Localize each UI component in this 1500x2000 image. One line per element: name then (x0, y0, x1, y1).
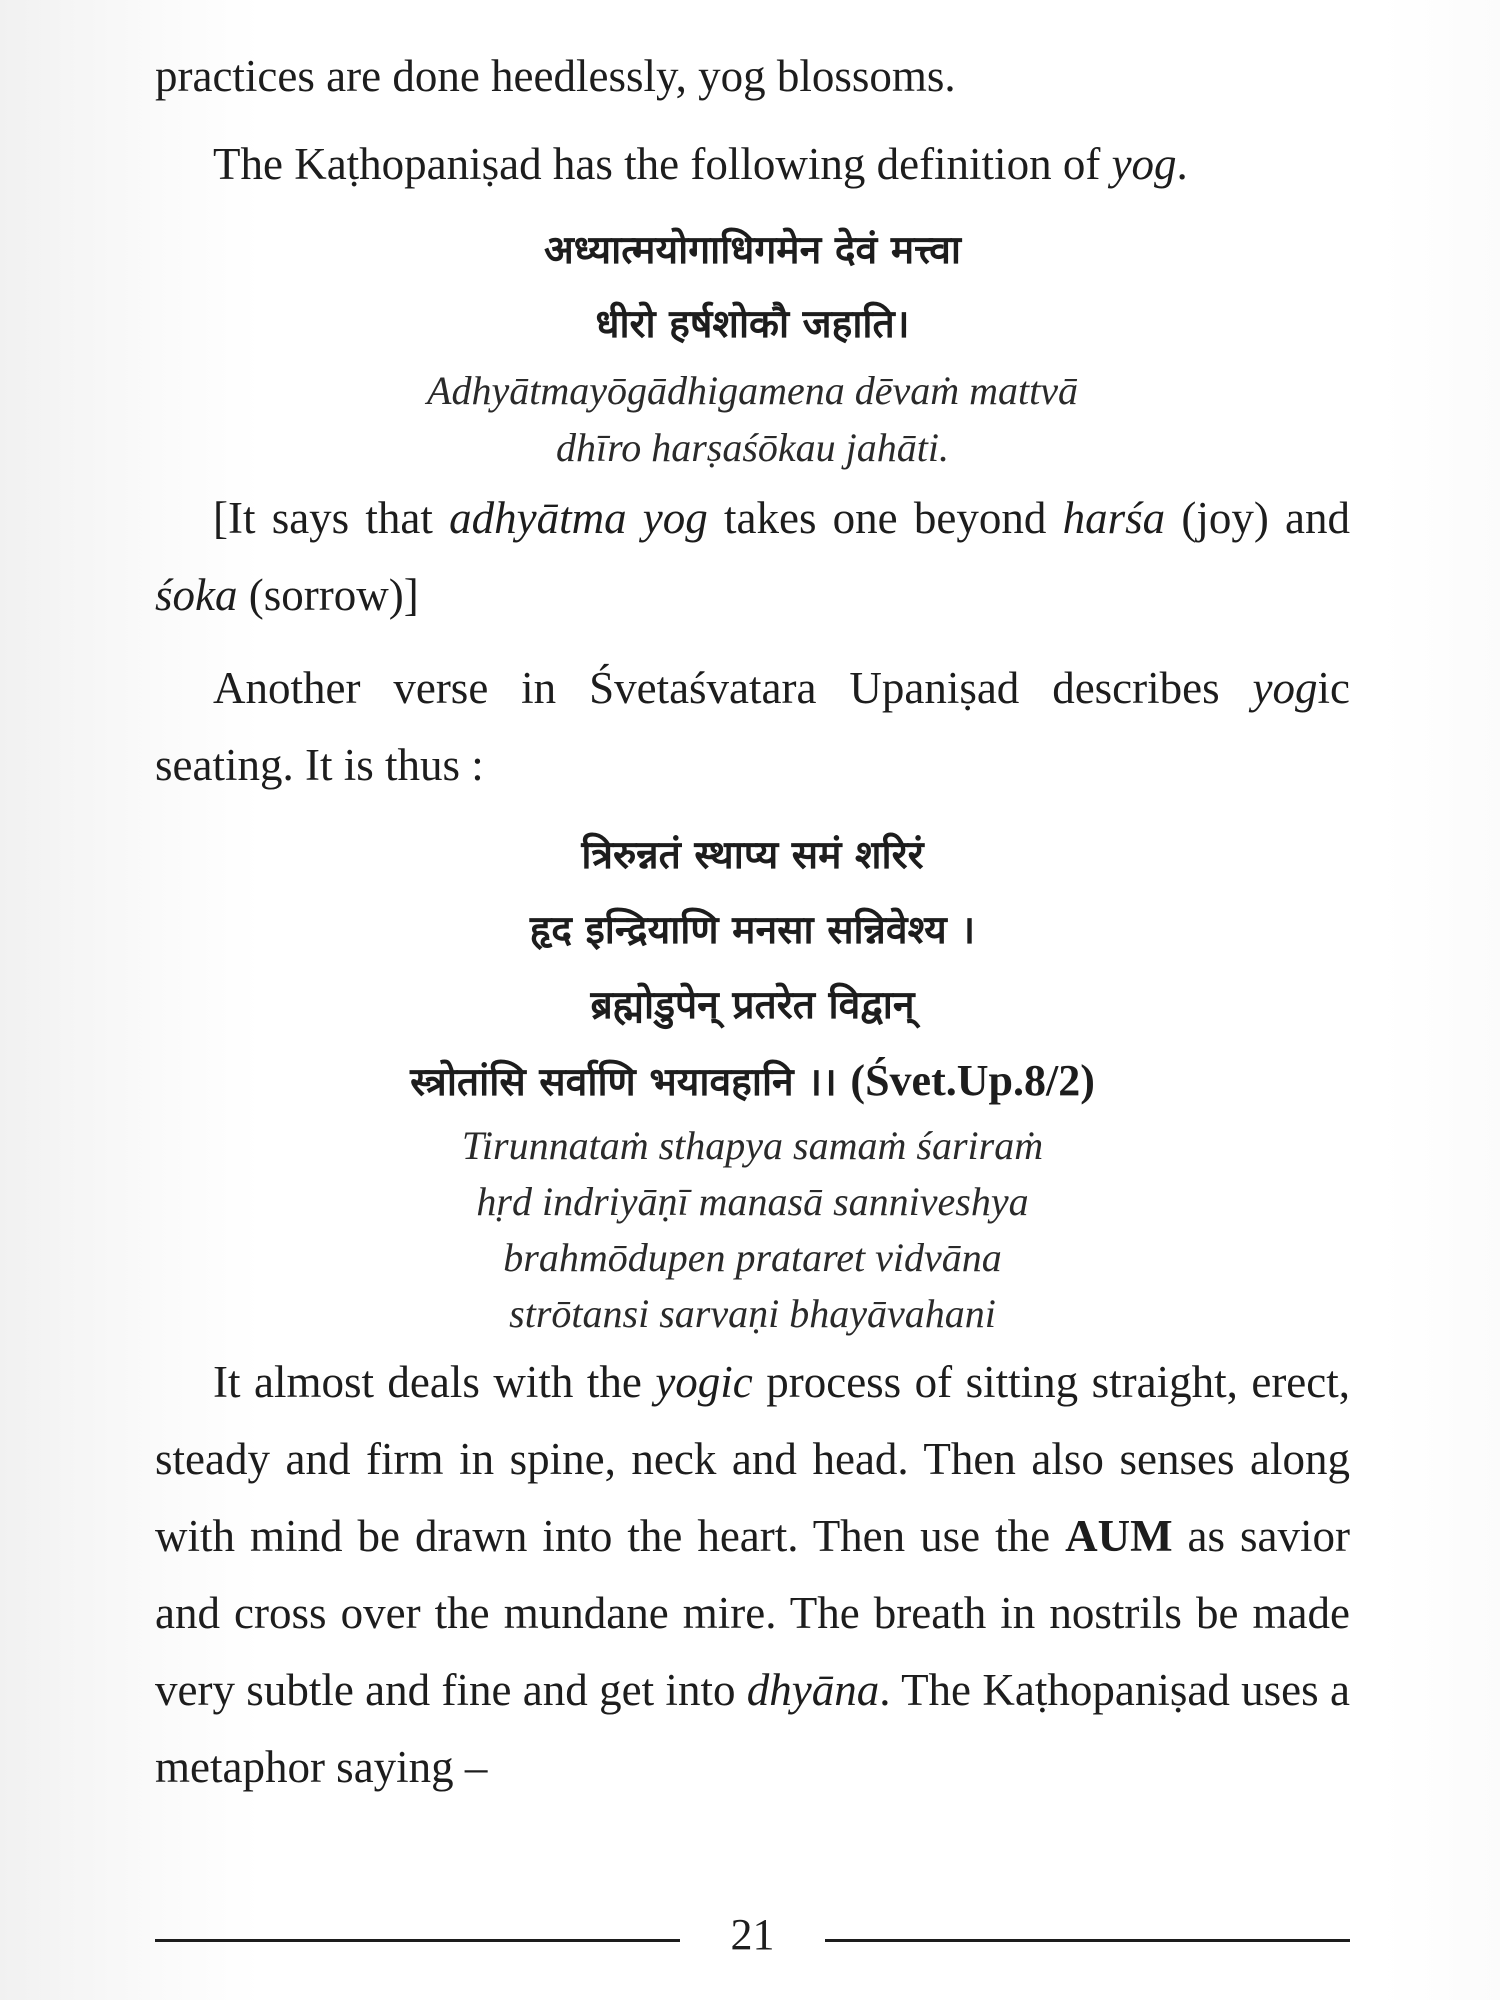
text-run: process of sitting straight, erect, steady and firm in spine, neck and head. Then also senses along with mind be drawn into the heart. Then use the (155, 1357, 1350, 1561)
transliteration-verse-2-line-4: strōtansi sarvaṇi bhayāvahani (509, 1291, 996, 1336)
paragraph-1-text: practices are done heedlessly, yog blossoms. (155, 51, 956, 101)
text-run: [It says that (213, 493, 450, 543)
sanskrit-verse-2-line-4-text: स्त्रोतांसि सर्वाणि भयावहानि ।। (410, 1060, 837, 1105)
sanskrit-verse-1-line-1: अध्यात्मयोगाधिगमेन देवं मत्त्वा (544, 228, 961, 273)
footer-rule-right (825, 1939, 1350, 1942)
text-run: Another verse in Śvetaśvatara Upaniṣad describes (213, 663, 1253, 713)
text-run: (sorrow)] (237, 570, 419, 620)
text-run: . The Kaṭhopaniṣad uses a metaphor saying – (155, 1665, 1350, 1792)
text-run: . (1176, 139, 1188, 189)
text-run: ic seating. It is thus : (155, 663, 1350, 790)
footer-rule-left (155, 1939, 680, 1942)
sanskrit-verse-2-line-1: त्रिरुन्नतं स्थाप्य समं शरिरं (581, 833, 924, 878)
paragraph-kathopanisad-definition (155, 126, 1350, 203)
italic-term: yog (1252, 663, 1318, 713)
italic-term: dhyāna (746, 1665, 880, 1715)
sanskrit-verse-2-line-3: ब्रह्मोडुपेन् प्रतरेत विद्वान् (590, 983, 915, 1028)
text-run: The Kaṭhopaniṣad has the following definition of (213, 139, 1112, 189)
transliteration-verse-2-line-3: brahmōdupen prataret vidvāna (503, 1235, 1002, 1280)
italic-term: yogic (655, 1357, 753, 1407)
paragraph-adhyatma-yog (155, 480, 1350, 634)
text-run: It almost deals with the (213, 1357, 656, 1407)
verse-reference: (Śvet.Up.8/2) (850, 1056, 1095, 1105)
italic-term: śoka (155, 570, 238, 620)
paragraph-continuation (155, 38, 1350, 115)
page-footer (155, 1905, 1350, 1965)
transliteration-verse-2-line-1: Tirunnataṁ sthapya samaṁ śariraṁ (461, 1123, 1044, 1168)
italic-term: adhyātma yog (449, 493, 708, 543)
sanskrit-verse-2-line-2: हृद इन्द्रियाणि मनसा सन्निवेश्य । (529, 908, 976, 953)
bold-term: AUM (1065, 1511, 1173, 1561)
page-number: 21 (730, 1910, 775, 1959)
sanskrit-verse-1-line-2: धीरो हर्षशोकौ जहाति। (595, 302, 910, 347)
transliteration-verse-1-line-2: dhīro harṣaśōkau jahāti. (556, 425, 949, 470)
transliteration-verse-1-line-1: Adhyātmayōgādhigamena dēvaṁ mattvā (427, 368, 1078, 413)
text-run: (joy) and (1165, 493, 1350, 543)
text-run: takes one beyond (707, 493, 1063, 543)
text-run: as savior and cross over the mundane mire. The breath in nostrils be made very subtle and fine and get into (155, 1511, 1350, 1715)
transliteration-verse-2-line-2: hṛd indriyāṇī manasā sanniveshya (476, 1179, 1029, 1224)
italic-term: yog (1111, 139, 1177, 189)
sanskrit-verse-2-line-4 (155, 1043, 1350, 1120)
paragraph-yogic-process (155, 1344, 1350, 1806)
paragraph-svetasvatara (155, 650, 1350, 804)
italic-term: harśa (1062, 493, 1166, 543)
